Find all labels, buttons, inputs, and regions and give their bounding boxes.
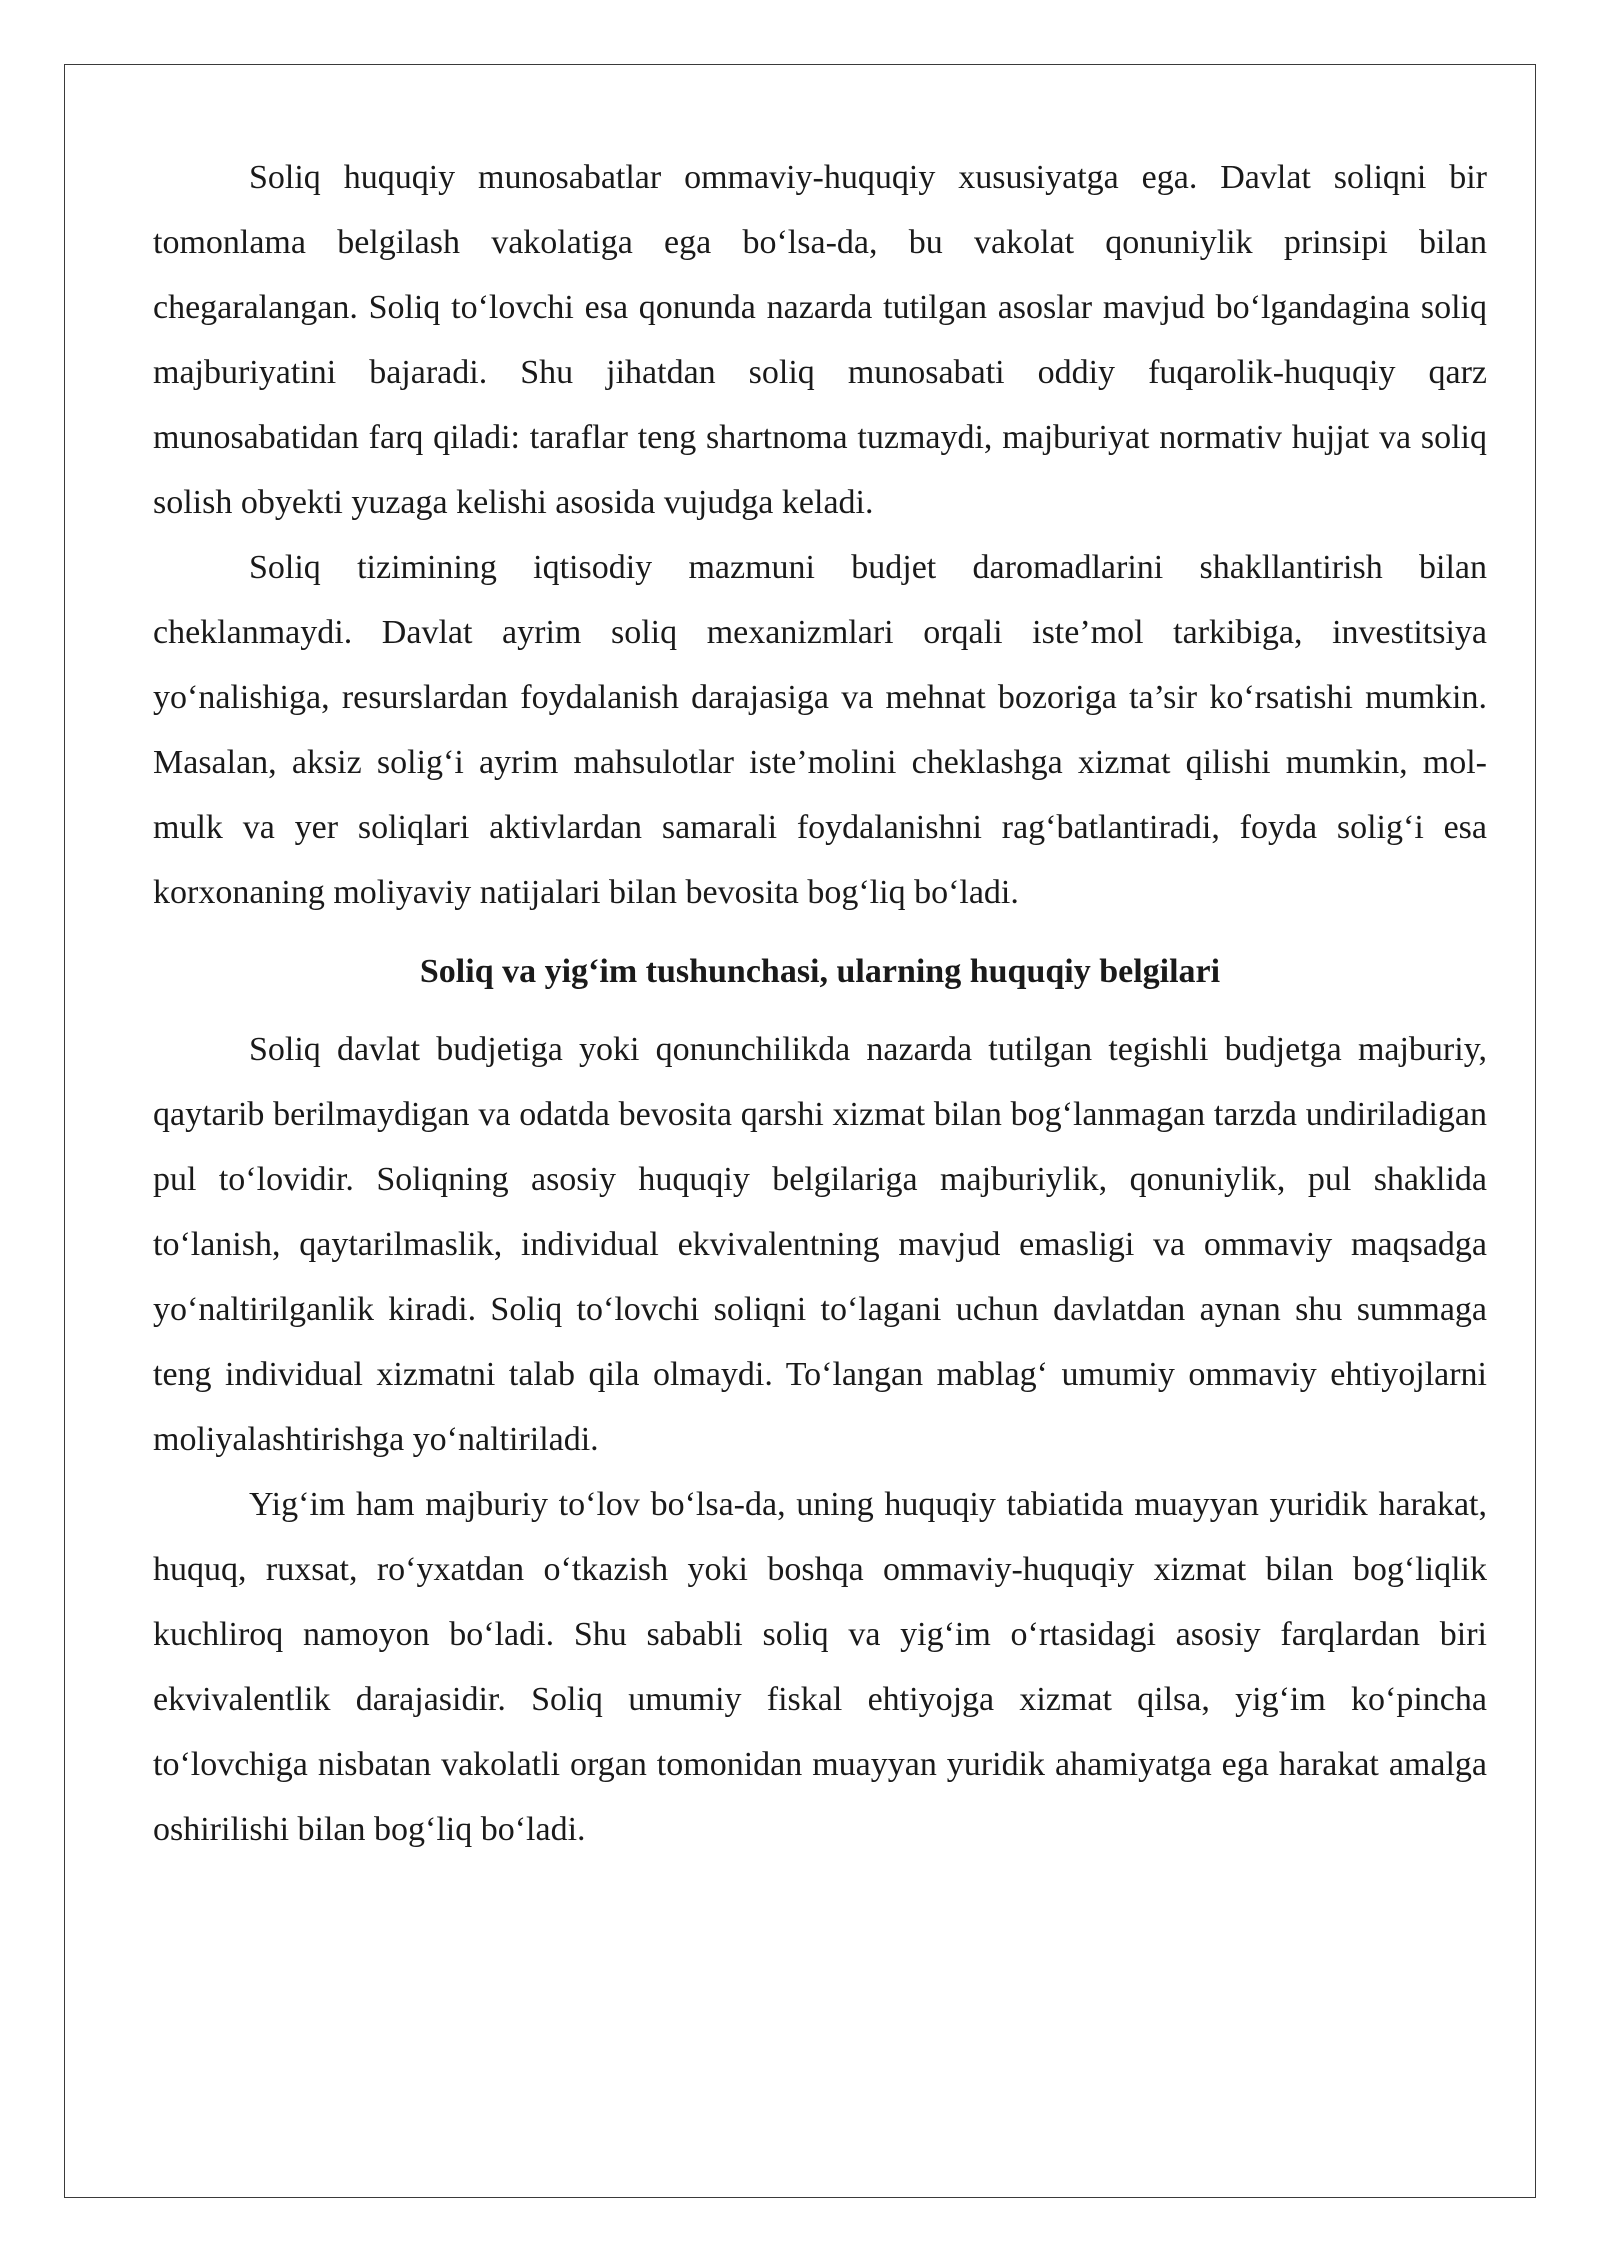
section-heading: Soliq va yig‘im tushunchasi, ularning huquqiy belgilari	[419, 953, 1221, 990]
paragraph-tax-legal-relations: Soliq huquqiy munosabatlar ommaviy-huquqiy xususiyatga ega. Davlat soliqni bir tomonlama belgilash vakolatiga ega bo‘lsa-da, bu vakolat qonuniylik prinsipi bilan chegaralangan. Soliq to‘lovchi esa qonunda nazarda tutilgan asoslar mavjud bo‘lgandagina soliq majburiyatini bajaradi. Shu jihatdan soliq munosabati oddiy fuqarolik-huquqiy qarz munosabatidan farq qiladi: taraflar teng shartnoma tuzmaydi, majburiyat normativ hujjat va soliq solish obyekti yuzaga kelishi asosida vujudga keladi.	[153, 159, 1487, 521]
paragraph-tax-definition: Soliq davlat budjetiga yoki qonunchilikda nazarda tutilgan tegishli budjetga majburiy, qaytarib berilmaydigan va odatda bevosita qarshi xizmat bilan bog‘lanmagan tarzda undiriladigan pul to‘lovidir. Soliqning asosiy huquqiy belgilariga majburiylik, qonuniylik, pul shaklida to‘lanish, qaytarilmaslik, individual ekvivalentning mavjud emasligi va ommaviy maqsadga yo‘naltirilganlik kiradi. Soliq to‘lovchi soliqni to‘lagani uchun davlatdan aynan shu summaga teng individual xizmatni talab qila olmaydi. To‘langan mablag‘ umumiy ommaviy ehtiyojlarni moliyalashtirishga yo‘naltiriladi.	[153, 1031, 1487, 1458]
paragraph-tax-economic-content: Soliq tizimining iqtisodiy mazmuni budjet daromadlarini shakllantirish bilan cheklanmaydi. Davlat ayrim soliq mexanizmlari orqali iste’mol tarkibiga, investitsiya yo‘nalishiga, resurslardan foydalanish darajasiga va mehnat bozoriga ta’sir ko‘rsatishi mumkin. Masalan, aksiz solig‘i ayrim mahsulotlar iste’molini cheklashga xizmat qilishi mumkin, mol-mulk va yer soliqlari aktivlardan samarali foydalanishni rag‘batlantiradi, foyda solig‘i esa korxonaning moliyaviy natijalari bilan bevosita bog‘liq bo‘ladi.	[153, 549, 1487, 911]
document-body	[153, 145, 1487, 1862]
paragraph-fee-definition: Yig‘im ham majburiy to‘lov bo‘lsa-da, uning huquqiy tabiatida muayyan yuridik harakat, huquq, ruxsat, ro‘yxatdan o‘tkazish yoki boshqa ommaviy-huquqiy xizmat bilan bog‘liqlik kuchliroq namoyon bo‘ladi. Shu sababli soliq va yig‘im o‘rtasidagi asosiy farqlardan biri ekvivalentlik darajasidir. Soliq umumiy fiskal ehtiyojga xizmat qilsa, yig‘im ko‘pincha to‘lovchiga nisbatan vakolatli organ tomonidan muayyan yuridik ahamiyatga ega harakat amalga oshirilishi bilan bog‘liq bo‘ladi.	[153, 1486, 1487, 1848]
